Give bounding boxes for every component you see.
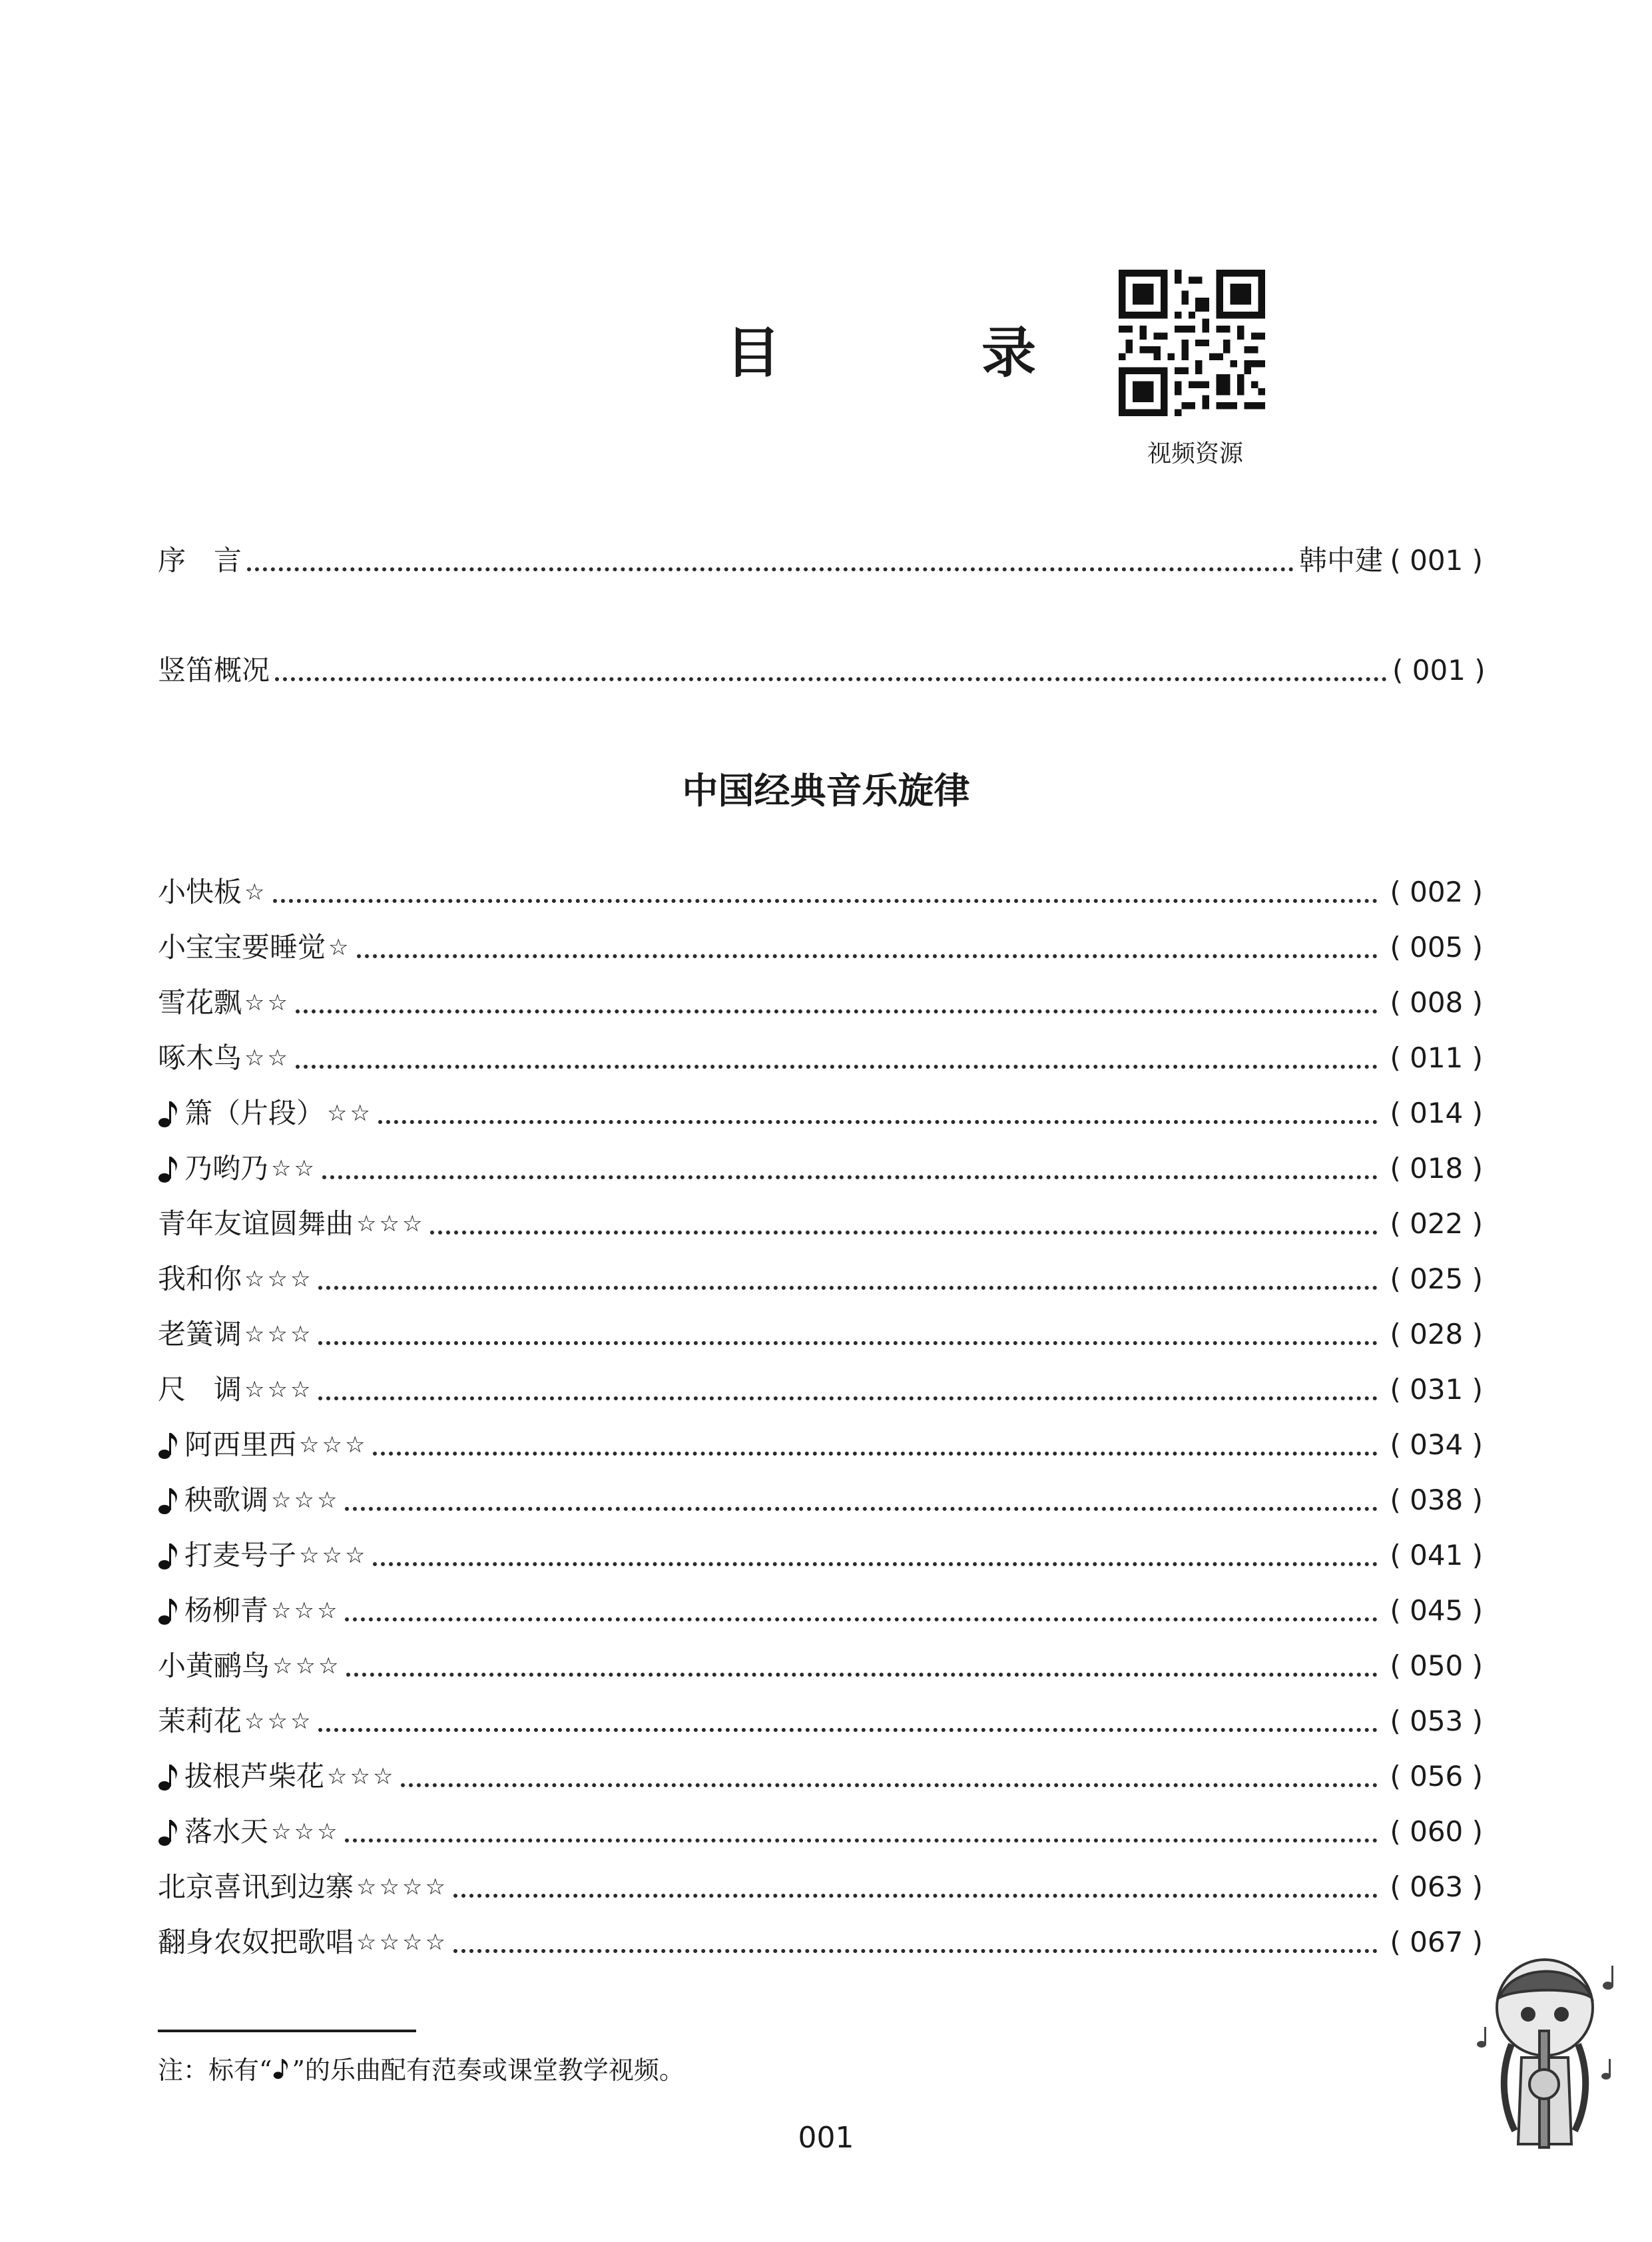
toc-title-group [158, 1701, 313, 1741]
toc-page-number: ( 067 ) [1390, 1926, 1483, 1958]
toc-row-overview[interactable] [158, 651, 1486, 691]
eighth-note-icon [158, 1430, 180, 1460]
difficulty-stars: ☆☆☆ [244, 1708, 314, 1735]
dot-leader [357, 954, 1378, 958]
toc-entry[interactable] [158, 1038, 1483, 1078]
dot-leader [401, 1783, 1378, 1787]
difficulty-stars: ☆☆☆ [271, 1819, 340, 1845]
dot-leader [453, 1949, 1378, 1953]
toc-title: 老簧调 [158, 1318, 242, 1350]
toc-page-number: ( 060 ) [1390, 1815, 1483, 1848]
toc-title: 打麦号子 [184, 1539, 297, 1571]
toc-page-number: ( 018 ) [1390, 1152, 1483, 1185]
dot-leader [430, 1231, 1378, 1235]
toc-title-group [158, 1038, 290, 1078]
toc-page-number: ( 028 ) [1390, 1318, 1483, 1350]
dot-leader [346, 1673, 1378, 1677]
toc-entry[interactable] [158, 983, 1483, 1023]
footnote [158, 2050, 685, 2086]
toc-title: 阿西里西 [184, 1428, 297, 1461]
toc-title-group [158, 1812, 340, 1852]
eighth-note-icon [158, 1541, 180, 1570]
dot-leader [318, 1396, 1378, 1400]
toc-entry[interactable] [158, 1536, 1483, 1575]
page-title: 目 录 [726, 321, 1110, 385]
toc-entry[interactable] [158, 1701, 1483, 1741]
difficulty-stars: ☆ [328, 934, 352, 961]
toc-title: 落水天 [184, 1815, 269, 1848]
dot-leader [273, 899, 1378, 903]
footnote-divider [158, 2030, 416, 2032]
toc-title-group [158, 1591, 340, 1631]
toc-page-number: ( 056 ) [1390, 1760, 1483, 1793]
toc-entry[interactable] [158, 1259, 1483, 1299]
toc-title: 尺 调 [158, 1373, 242, 1406]
toc-page-number: ( 031 ) [1390, 1373, 1483, 1406]
difficulty-stars: ☆☆☆ [299, 1432, 368, 1458]
dot-leader [345, 1617, 1378, 1621]
eighth-note-icon [158, 1486, 180, 1515]
toc-title-group [158, 1370, 313, 1410]
toc-title: 序 言 [158, 544, 242, 577]
difficulty-stars: ☆☆ [327, 1100, 373, 1127]
toc-title: 北京喜讯到边寨 [158, 1870, 354, 1903]
dot-leader [296, 1065, 1378, 1069]
toc-page-number: ( 001 ) [1390, 544, 1483, 577]
toc-entry[interactable] [158, 1812, 1483, 1852]
difficulty-stars: ☆☆☆ [299, 1542, 368, 1569]
toc-title: 小快板 [158, 876, 242, 908]
toc-entry[interactable] [158, 1922, 1483, 1962]
toc-title-group [158, 1922, 448, 1962]
difficulty-stars: ☆☆ [271, 1155, 317, 1182]
toc-author: 韩中建 [1298, 544, 1383, 577]
dot-leader [318, 1341, 1378, 1345]
eighth-note-icon [273, 2056, 290, 2080]
toc-page-number: ( 045 ) [1390, 1594, 1483, 1627]
toc-title: 秧歌调 [184, 1484, 269, 1516]
toc-title-group [158, 1536, 368, 1575]
toc-title: 茉莉花 [158, 1705, 242, 1737]
toc-title-group [158, 1757, 396, 1797]
toc-title: 小黄鹂鸟 [158, 1649, 270, 1682]
toc-title-group [158, 1259, 313, 1299]
difficulty-stars: ☆☆☆ [271, 1597, 340, 1624]
dot-leader [378, 1120, 1378, 1124]
difficulty-stars: ☆☆ [244, 989, 290, 1016]
toc-entry[interactable] [158, 1149, 1483, 1189]
toc-title: 翻身农奴把歌唱 [158, 1926, 354, 1958]
difficulty-stars: ☆ [244, 879, 268, 906]
toc-page-number: ( 011 ) [1390, 1041, 1483, 1074]
difficulty-stars: ☆☆☆ [244, 1266, 314, 1292]
toc-title: 青年友谊圆舞曲 [158, 1207, 354, 1240]
page-number: 001 [798, 2121, 854, 2155]
toc-entry[interactable] [158, 1370, 1483, 1410]
dot-leader [345, 1507, 1378, 1511]
toc-entry[interactable] [158, 1757, 1483, 1797]
toc-title: 竖笛概况 [158, 654, 270, 687]
eighth-note-icon [158, 1817, 180, 1846]
toc-title-group [158, 1480, 340, 1520]
difficulty-stars: ☆☆☆ [327, 1763, 396, 1790]
dot-leader [318, 1286, 1378, 1290]
difficulty-stars: ☆☆☆☆ [356, 1874, 448, 1900]
toc-title: 拔根芦柴花 [184, 1760, 325, 1793]
dot-leader [318, 1728, 1378, 1732]
toc-entry[interactable] [158, 1425, 1483, 1465]
toc-entry[interactable] [158, 872, 1483, 912]
eighth-note-icon [158, 1762, 180, 1791]
dot-leader [275, 677, 1387, 681]
toc-page-number: ( 038 ) [1390, 1484, 1483, 1516]
eighth-note-icon [158, 1099, 180, 1128]
difficulty-stars: ☆☆☆ [271, 1487, 340, 1514]
toc-title: 小宝宝要睡觉 [158, 931, 326, 964]
toc-title-group [158, 1149, 317, 1189]
difficulty-stars: ☆☆☆ [244, 1376, 314, 1403]
difficulty-stars: ☆☆☆ [356, 1211, 425, 1237]
toc-entry[interactable] [158, 1204, 1483, 1244]
toc-title-group [158, 1867, 448, 1907]
toc-entry[interactable] [158, 1646, 1483, 1686]
dot-leader [373, 1562, 1378, 1566]
toc-page-number: ( 014 ) [1390, 1097, 1483, 1129]
toc-page-number: ( 041 ) [1390, 1539, 1483, 1571]
toc-page-number: ( 005 ) [1390, 931, 1483, 964]
toc-title: 雪花飘 [158, 986, 242, 1019]
toc-title: 啄木鸟 [158, 1041, 242, 1074]
toc-page-number: ( 063 ) [1390, 1870, 1483, 1903]
difficulty-stars: ☆☆ [244, 1045, 290, 1071]
dot-leader [345, 1838, 1378, 1842]
section-heading: 中国经典音乐旋律 [682, 770, 970, 812]
difficulty-stars: ☆☆☆ [244, 1321, 314, 1348]
toc-title-group [158, 872, 268, 912]
toc-page-number: ( 034 ) [1390, 1428, 1483, 1461]
dot-leader [453, 1894, 1378, 1898]
dot-leader [247, 567, 1294, 571]
toc-page-number: ( 002 ) [1390, 876, 1483, 908]
toc-entry[interactable] [158, 1314, 1483, 1354]
toc-title-group [158, 1314, 313, 1354]
toc-entry[interactable] [158, 928, 1483, 968]
eighth-note-icon [158, 1596, 180, 1625]
footnote-prefix: 注：标有“ [158, 2056, 272, 2085]
toc-title: 我和你 [158, 1262, 242, 1295]
toc-title: 杨柳青 [184, 1594, 269, 1627]
toc-entry[interactable] [158, 1480, 1483, 1520]
toc-page-number: ( 050 ) [1390, 1649, 1483, 1682]
toc-row-preface[interactable] [158, 541, 1483, 581]
toc-page-number: ( 053 ) [1390, 1705, 1483, 1737]
toc-title-group [158, 928, 352, 968]
dot-leader [296, 1009, 1378, 1013]
toc-title-group [158, 1204, 425, 1244]
toc-entry[interactable] [158, 1093, 1483, 1133]
qr-code-icon[interactable] [1119, 270, 1265, 416]
eighth-note-icon [158, 1154, 180, 1183]
toc-page-number: ( 001 ) [1392, 654, 1486, 687]
toc-title-group [158, 983, 290, 1023]
toc-entry[interactable] [158, 1867, 1483, 1907]
toc-page-number: ( 022 ) [1390, 1207, 1483, 1240]
difficulty-stars: ☆☆☆ [272, 1653, 342, 1679]
toc-title-group [158, 1646, 341, 1686]
dot-leader [322, 1175, 1378, 1179]
toc-page-number: ( 008 ) [1390, 986, 1483, 1019]
toc-entry[interactable] [158, 1591, 1483, 1631]
dot-leader [373, 1452, 1378, 1456]
footnote-suffix: ”的乐曲配有范奏或课堂教学视频。 [292, 2056, 685, 2085]
toc-page-number: ( 025 ) [1390, 1262, 1483, 1295]
difficulty-stars: ☆☆☆☆ [356, 1929, 448, 1956]
qr-caption: 视频资源 [1147, 440, 1243, 467]
toc-title-group [158, 1093, 373, 1133]
girl-playing-recorder-illustration [1465, 1951, 1631, 2157]
toc-title: 乃哟乃 [184, 1152, 269, 1185]
toc-title-group [158, 1425, 368, 1465]
toc-title: 箫（片段） [184, 1097, 325, 1129]
